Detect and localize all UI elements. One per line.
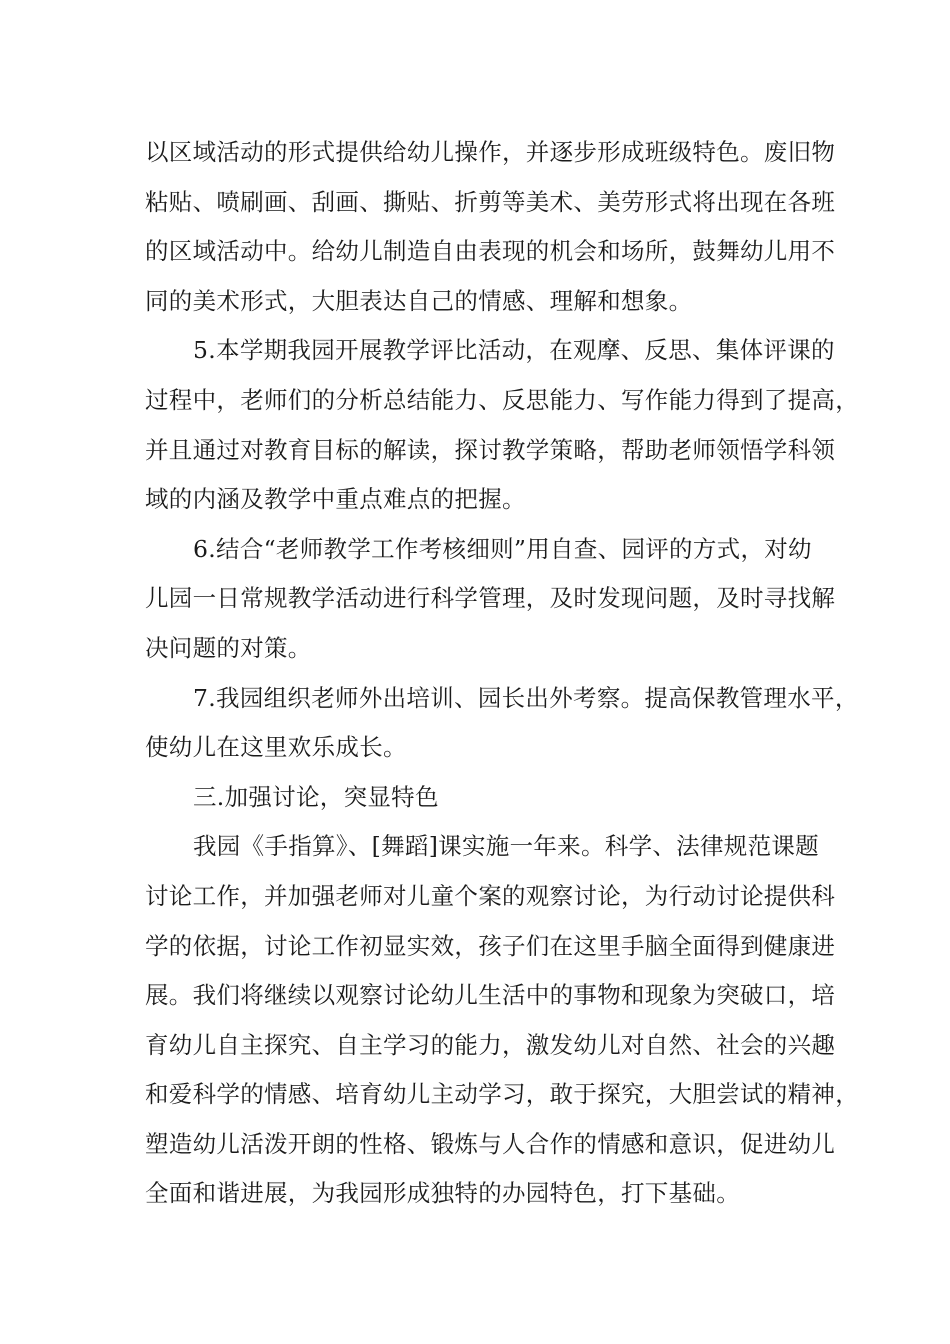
text-line: 以区域活动的形式提供给幼儿操作，并逐步形成班级特色。废旧物	[145, 138, 836, 166]
section-heading: 三.加强讨论，突显特色	[193, 782, 439, 811]
text-line: 学的依据，讨论工作初显实效，孩子们在这里手脑全面得到健康进	[145, 931, 836, 960]
text-line: 7.我园组织老师外出培训、园长出外考察。提高保教管理水平，	[193, 683, 859, 712]
text-line: 讨论工作，并加强老师对儿童个案的观察讨论，为行动讨论提供科	[145, 881, 836, 910]
text-line: 全面和谐进展，为我园形成独特的办园特色，打下基础。	[145, 1179, 740, 1208]
text-line: 决问题的对策。	[145, 633, 312, 662]
text-line: 6.结合“老师教学工作考核细则”用自查、园评的方式，对幼	[193, 534, 812, 563]
text-line: 我园《手指算》、[舞蹈]课实施一年来。科学、法律规范课题	[193, 832, 819, 861]
text-line: 儿园一日常规教学活动进行科学管理，及时发现问题，及时寻找解	[145, 584, 836, 613]
text-line: 育幼儿自主探究、自主学习的能力，激发幼儿对自然、社会的兴趣	[145, 1030, 836, 1059]
text-line: 域的内涵及教学中重点难点的把握。	[145, 485, 526, 514]
document-body	[145, 128, 859, 1219]
text-line: 塑造幼儿活泼开朗的性格、锻炼与人合作的情感和意识，促进幼儿	[145, 1129, 836, 1158]
text-line: 和爱科学的情感、培育幼儿主动学习，敢于探究，大胆尝试的精神，	[145, 1080, 859, 1109]
text-line: 并且通过对教育目标的解读，探讨教学策略，帮助老师领悟学科领	[145, 435, 836, 464]
text-line: 同的美术形式，大胆表达自己的情感、理解和想象。	[145, 286, 693, 315]
text-line: 粘贴、喷刷画、刮画、撕贴、折剪等美术、美劳形式将出现在各班	[145, 187, 836, 216]
text-line: 展。我们将继续以观察讨论幼儿生活中的事物和现象为突破口，培	[145, 981, 836, 1010]
text-line: 过程中，老师们的分析总结能力、反思能力、写作能力得到了提高，	[145, 385, 859, 414]
text-line: 的区域活动中。给幼儿制造自由表现的机会和场所，鼓舞幼儿用不	[145, 237, 836, 266]
text-line: 5.本学期我园开展教学评比活动，在观摩、反思、集体评课的	[193, 336, 835, 365]
text-line: 使幼儿在这里欢乐成长。	[145, 733, 407, 762]
